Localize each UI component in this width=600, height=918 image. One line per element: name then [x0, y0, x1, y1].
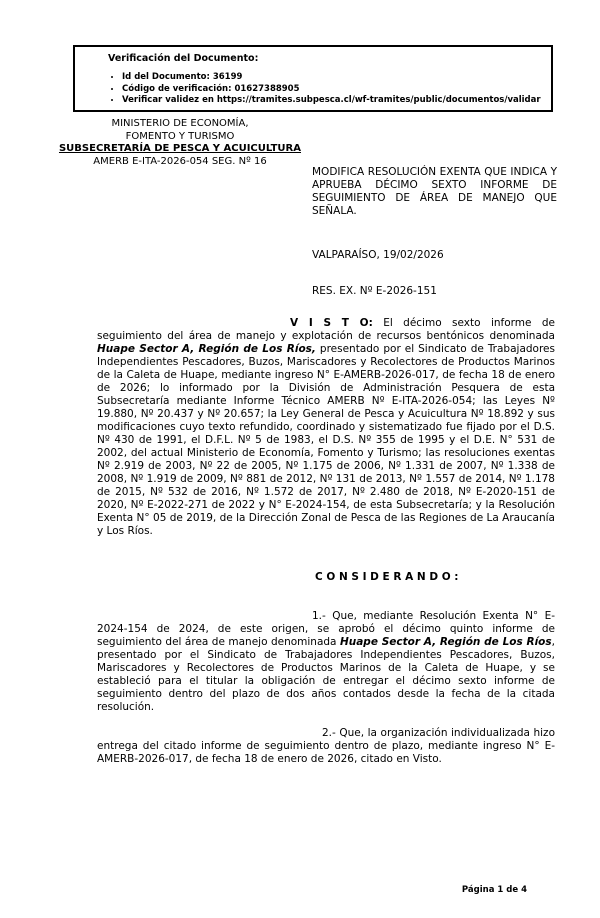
considerando-1-text-1: 1.- Que, mediante Resolución Exenta N° E-2024-154 de 2024, de este origen, se aprobó el décimo quinto informe de seguimiento del área de manejo denominada	[97, 610, 555, 648]
subsecretaria-name: SUBSECRETARÍA DE PESCA Y ACUICULTURA	[58, 143, 301, 154]
visto-label: V I S T O:	[290, 317, 373, 329]
letterhead	[28, 118, 332, 168]
place-date: VALPARAÍSO, 19/02/2026	[312, 249, 444, 261]
verification-title: Verificación del Documento:	[108, 53, 259, 64]
visto-paragraph	[97, 317, 555, 538]
considerando-heading: C O N S I D E R A N D O :	[315, 571, 459, 583]
verification-item-url: • Verificar validez en https://tramites.subpesca.cl/wf-tramites/public/documentos/validar	[122, 95, 541, 107]
verification-item-document-id: • Id del Documento: 36199	[122, 72, 541, 84]
subject-title: MODIFICA RESOLUCIÓN EXENTA QUE INDICA Y APRUEBA DÉCIMO SEXTO INFORME DE SEGUIMIENTO DE ÁREA DE MANEJO QUE SEÑALA.	[312, 166, 557, 217]
area-name-highlight: Huape Sector A, Región de Los Ríos,	[97, 343, 316, 355]
document-body	[97, 317, 555, 766]
verification-box	[73, 45, 553, 112]
visto-text-1: El décimo sexto informe de seguimiento del área de manejo y explotación de recursos bentónicos denominada	[97, 317, 555, 342]
verification-item-code: • Código de verificación: 01627388905	[122, 84, 541, 96]
ministry-name-line1: MINISTERIO DE ECONOMÍA,	[111, 118, 249, 129]
ministry-name-line2: FOMENTO Y TURISMO	[125, 130, 235, 142]
area-name-highlight-2: Huape Sector A, Región de Los Ríos	[339, 636, 552, 648]
resolution-number: RES. EX. Nº E-2026-151	[312, 285, 437, 297]
considerando-item-2: 2.- Que, la organización individualizada hizo entrega del citado informe de seguimiento dentro de plazo, mediante ingreso N° E-AMERB-2026-017, de fecha 18 de enero de 2026, citado en Visto.	[97, 727, 555, 765]
title-column	[312, 166, 557, 297]
visto-text-2: presentado por el Sindicato de Trabajadores Independientes Pescadores, Buzos, Mariscadores y Recolectores de Productos Marinos de la Caleta de Huape, mediante ingreso N° E-AMERB-2026-017, de fecha 18 de enero de 2026; lo informado por la División de Administración Pesquera de esta Subsecretaría mediante Informe Técnico AMERB Nº E-ITA-2026-054; las Leyes Nº 19.880, Nº 20.437 y Nº 20.657; la Ley General de Pesca y Acuicultura Nº 18.892 y sus modificaciones cuyo texto refundido, coordinado y sistematizado fue fijado por el D.S. Nº 430 de 1991, el D.F.L. Nº 5 de 1983, el D.S. Nº 355 de 1995 y el D.E. N° 531 de 2002, del actual Ministerio de Economía, Fomento y Turismo; las resoluciones exentas Nº 2.919 de 2003, Nº 22 de 2005, Nº 1.175 de 2006, Nº 1.331 de 2007, Nº 1.338 de 2008, Nº 1.919 de 2009, Nº 881 de 2012, Nº 131 de 2013, Nº 1.557 de 2014, Nº 1.178 de 2015, Nº 532 de 2016, Nº 1.572 de 2017, Nº 2.480 de 2018, Nº E-2020-151 de 2020, Nº E-2022-271 de 2022 y N° E-2024-154, de esta Subsecretaría; y la Resolución Exenta N° 05 de 2019, de la Dirección Zonal de Pesca de las Regiones de La Araucanía y Los Ríos.	[97, 343, 555, 537]
page-number: Página 1 de 4	[461, 885, 527, 895]
document-reference: AMERB E-ITA-2026-054 SEG. Nº 16	[93, 155, 267, 167]
verification-list	[108, 72, 541, 107]
considerando-item-1	[97, 610, 555, 714]
considerando-1-text-2: , presentado por el Sindicato de Trabajadores Independientes Pescadores, Buzos, Mariscadores y Recolectores de Productos Marinos de la Caleta de Huape, y se estableció para el titular la obligación de entregar el décimo sexto informe de seguimiento dentro del plazo de dos años contados desde la fecha de la citada resolución.	[97, 636, 555, 713]
